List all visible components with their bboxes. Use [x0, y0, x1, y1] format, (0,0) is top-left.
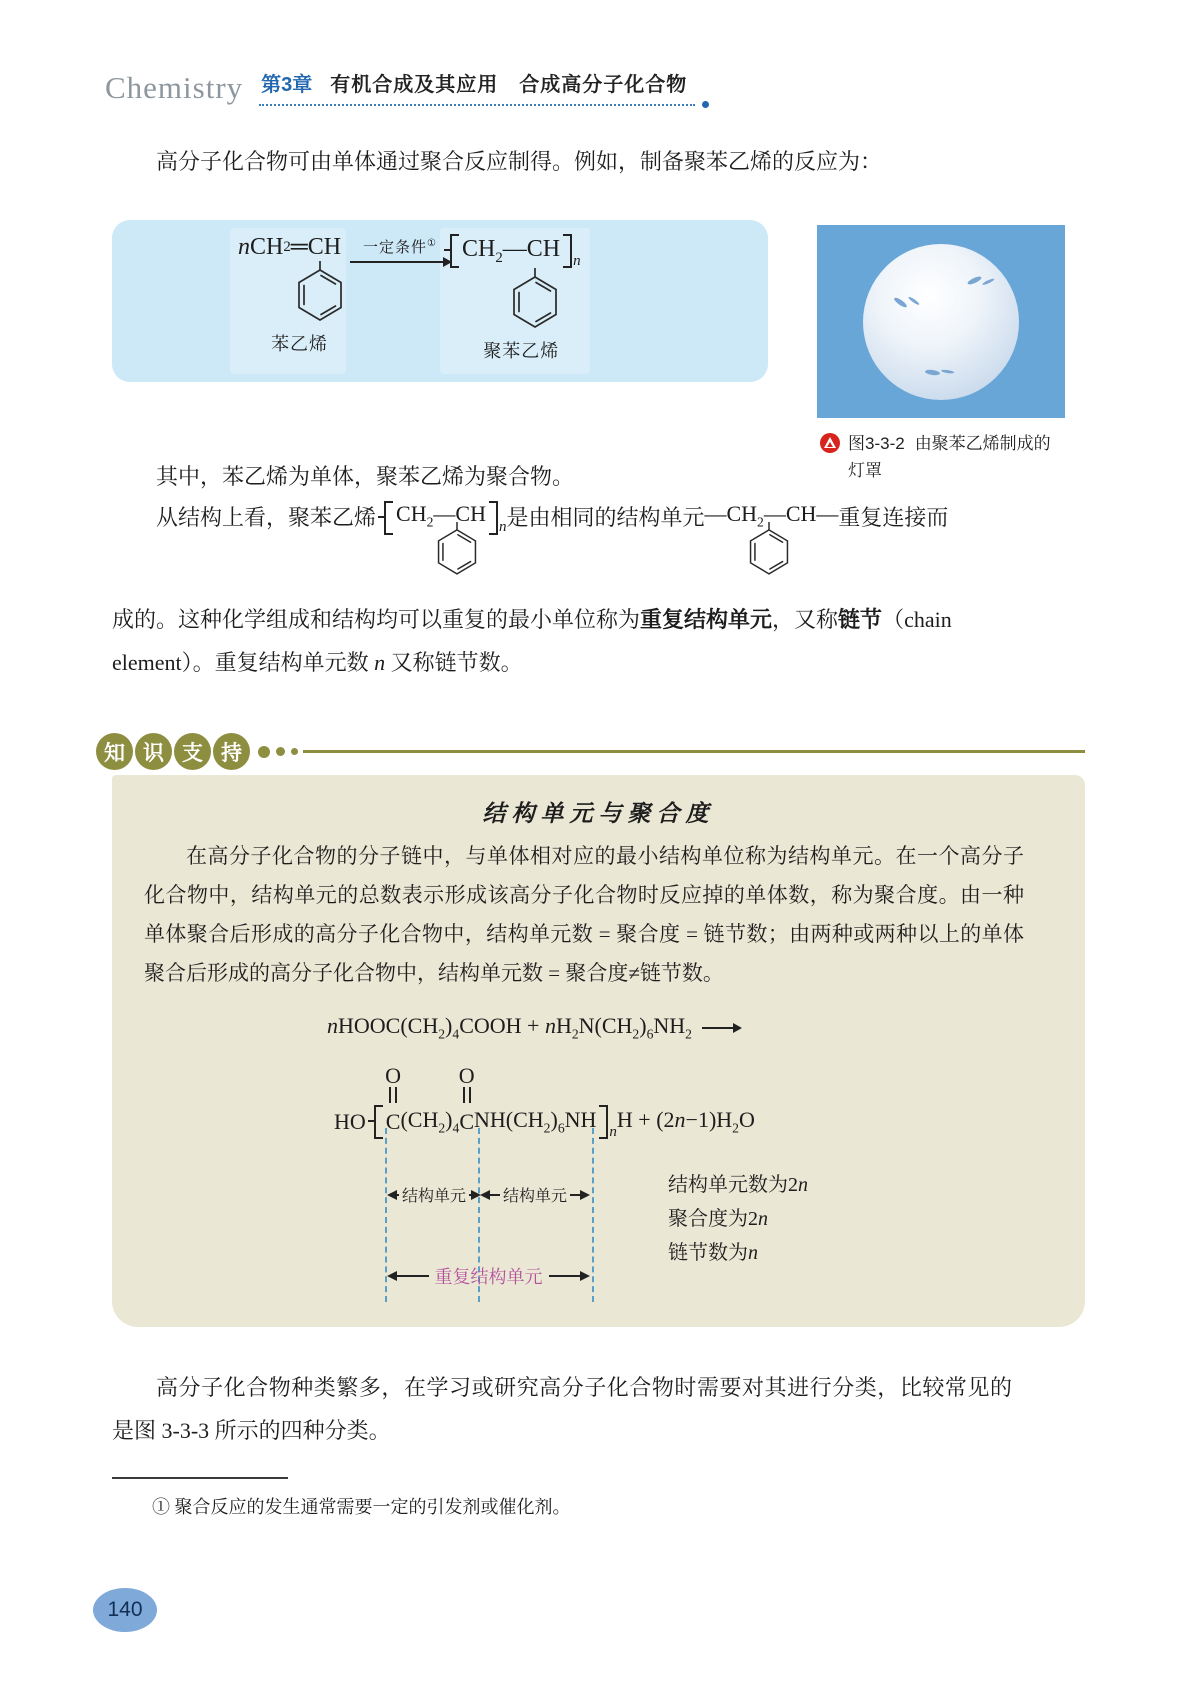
chapter-heading	[259, 68, 695, 106]
condensation-equation-product: HO O C $(CH_2)_4$ O C $NH(CH_2)_6NH$ n $H + (2n-1)H_2O$	[334, 1063, 755, 1140]
polystyrene-lampshade-sphere	[863, 244, 1019, 400]
badge-char: 识	[135, 733, 172, 770]
note-line: 聚合度为2n	[668, 1208, 768, 1230]
polymer-bracket-left	[450, 234, 459, 268]
structure-paragraph-line2: 成的。这种化学组成和结构均可以重复的最小单位称为重复结构单元，又称链节（chain	[112, 607, 952, 632]
structure-paragraph-line1	[112, 492, 1152, 543]
knowledge-support-panel	[112, 775, 1085, 1327]
intro-paragraph: 高分子化合物可由单体通过聚合反应制得。例如，制备聚苯乙烯的反应为：	[156, 149, 883, 174]
text-segment: 重复连接而	[838, 505, 949, 531]
knowledge-title: 结构单元与聚合度	[482, 801, 715, 826]
triangle-marker-icon	[820, 433, 840, 453]
badge-dot	[276, 747, 285, 756]
decorative-fish-mark	[967, 275, 983, 286]
arrow-line	[350, 261, 450, 263]
benzene-ring-icon	[746, 522, 792, 580]
text-segment: 从结构上看，聚苯乙烯	[156, 505, 377, 531]
polymer-bracket-right	[489, 501, 498, 535]
benzene-ring-icon	[509, 268, 561, 334]
figure-caption-text: 由聚苯乙烯制成的灯罩	[848, 434, 1051, 480]
reaction-scheme-panel	[112, 220, 768, 382]
polymer-bracket-right	[563, 234, 572, 268]
styrene-formula: n CH 2 ═CH	[238, 234, 342, 260]
monomer-paragraph: 其中，苯乙烯为单体，聚苯乙烯为聚合物。	[156, 464, 575, 489]
page-header	[105, 68, 695, 106]
chain-element-term: 链节	[838, 607, 883, 632]
degree-subscript: n	[498, 519, 507, 536]
polystyrene-formula: $CH_2—CH$ n	[442, 234, 581, 268]
polymer-bracket-left	[384, 501, 393, 535]
decorative-fish-mark	[925, 368, 941, 375]
badge-char: 支	[174, 733, 211, 770]
note-line: 链节数为n	[668, 1242, 758, 1264]
badge-char: 知	[96, 733, 133, 770]
brand-logo-text: Chemistry	[105, 70, 244, 105]
benzene-ring-icon	[294, 261, 346, 327]
oxygen-atom: O	[385, 1063, 402, 1088]
page-number: 140	[107, 1598, 143, 1621]
decorative-fish-mark	[893, 296, 908, 309]
reaction-arrow	[702, 1027, 740, 1029]
badge-char: 持	[213, 733, 250, 770]
double-bond	[463, 1087, 471, 1103]
benzene-ring-icon	[434, 522, 480, 580]
figure-caption	[820, 430, 1070, 484]
structural-unit-span-arrow	[387, 1183, 476, 1206]
variable-n: n	[374, 650, 386, 675]
arrowhead-left	[387, 1190, 397, 1200]
arrowhead-left	[480, 1190, 490, 1200]
condensation-equation-reactants: $nHOOC(CH_2)_4COOH + nH_2N(CH_2)_6NH_2$	[327, 1013, 740, 1042]
repeat-unit-inline-structure: $—CH_2—CH—$	[704, 492, 838, 543]
degree-subscript: n	[573, 252, 581, 269]
lampshade-photo	[817, 225, 1065, 418]
polystyrene-structure	[442, 234, 581, 363]
oxygen-atom: O	[458, 1063, 475, 1088]
polymer-bracket-left	[374, 1105, 383, 1139]
polystyrene-inline-structure: $CH_2—CH$ n	[376, 492, 506, 543]
page-number-badge	[93, 1588, 157, 1632]
styrene-structure	[238, 234, 341, 356]
badge-dot	[291, 748, 298, 755]
dashed-guide-line	[592, 1128, 594, 1302]
styrene-label: 苯乙烯	[271, 334, 329, 354]
arrowhead-left	[387, 1271, 397, 1281]
chapter-title: 有机合成及其应用 合成高分子化合物	[330, 74, 688, 96]
chapter-number: 第3章	[261, 74, 313, 96]
structural-unit-label: 结构单元	[503, 1188, 568, 1205]
arrowhead-right	[580, 1271, 590, 1281]
repeat-unit-term: 重复结构单元	[640, 607, 773, 632]
structure-paragraph-line3: element）。重复结构单元数 n 又称链节数。	[112, 650, 523, 675]
footnote-rule	[112, 1477, 288, 1479]
badge-rule	[303, 750, 1085, 753]
footnote-text: ① 聚合反应的发生通常需要一定的引发剂或催化剂。	[152, 1497, 571, 1517]
knowledge-body: 在高分子化合物的分子链中，与单体相对应的最小结构单位称为结构单元。在一个高分子化合物中，结构单元的总数表示形成该高分子化合物时反应掉的单体数，称为聚合度。由一种单体聚合后形成的高分子化合物中，结构单元数 = 聚合度 = 链节数；由两种或两种以上的单体聚合后形成的高分子化合物中，结构单元数 = 聚合度≠链节数。	[144, 844, 1024, 985]
repeat-unit-span-arrow	[387, 1263, 590, 1289]
arrowhead-right	[580, 1190, 590, 1200]
carbonyl-group: O C	[458, 1063, 475, 1134]
structural-unit-span-arrow	[480, 1183, 590, 1206]
degree-subscript: n	[609, 1123, 617, 1140]
reaction-condition: 一定条件①	[363, 238, 437, 256]
unit-count-notes	[668, 1168, 808, 1270]
badge-dot	[258, 746, 270, 758]
text-segment: 是由相同的结构单元	[506, 505, 705, 531]
double-bond	[389, 1087, 397, 1103]
carbonyl-group: O C	[385, 1063, 402, 1134]
polystyrene-label: 聚苯乙烯	[483, 341, 560, 361]
figure-number: 图3-3-2	[848, 434, 905, 453]
classification-paragraph: 高分子化合物种类繁多，在学习或研究高分子化合物时需要对其进行分类，比较常见的是图 3-3-3 所示的四种分类。	[112, 1375, 1012, 1443]
repeat-unit-label: 重复结构单元	[434, 1267, 543, 1287]
knowledge-support-badge	[96, 733, 1085, 770]
structural-unit-label: 结构单元	[402, 1188, 467, 1205]
polymer-bracket-right	[599, 1105, 608, 1139]
note-line: 结构单元数为2n	[668, 1174, 808, 1196]
reaction-arrow	[350, 236, 450, 263]
